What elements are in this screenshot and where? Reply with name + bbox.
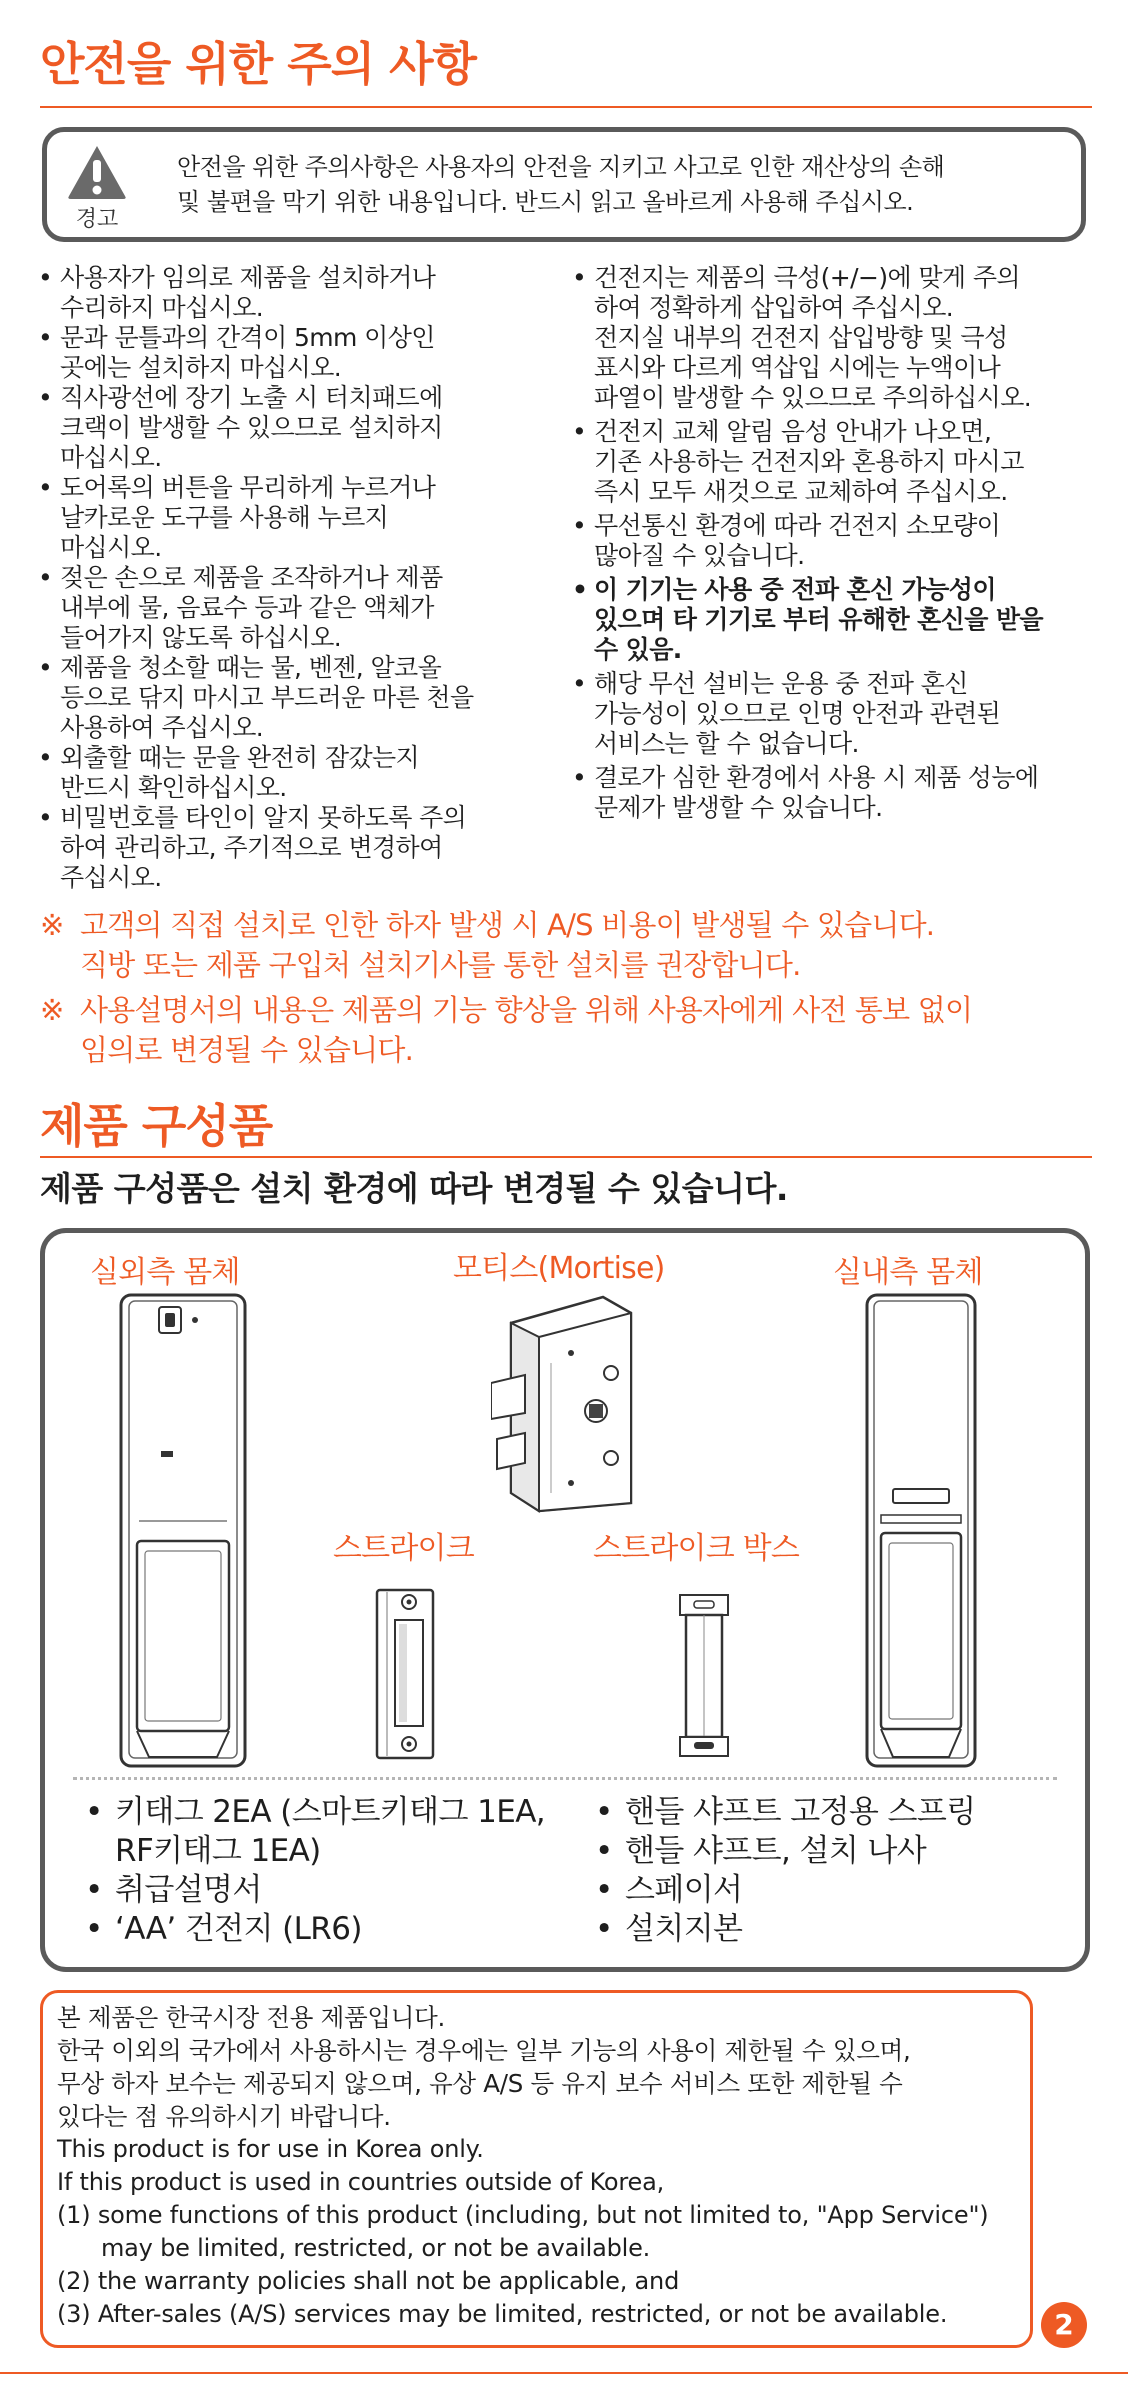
list-item: • 건전지 교체 알림 음성 안내가 나오면, 기존 사용하는 건전지와 혼용하지 마시고 즉시 모두 새것으로 교체하여 주십시오. <box>572 417 1102 507</box>
components-divider <box>73 1777 1057 1780</box>
components-list-left <box>85 1793 545 1949</box>
bottom-rule <box>0 2372 1128 2374</box>
korea-only-notice <box>40 1990 1033 2348</box>
safety-title: 안전을 위한 주의 사항 <box>40 37 476 91</box>
list-item: • 무선통신 환경에 따라 건전지 소모량이 많아질 수 있습니다. <box>572 511 1102 571</box>
list-item: • 젖은 손으로 제품을 조작하거나 제품 내부에 물, 음료수 등과 같은 액체가 들어가지 않도록 하십시오. <box>38 563 558 653</box>
list-item: • 핸들 샤프트 고정용 스프링 <box>595 1793 976 1832</box>
list-item: • 사용자가 임의로 제품을 설치하거나 수리하지 마십시오. <box>38 263 558 323</box>
components-list-right <box>595 1793 976 1949</box>
list-item: • 건전지는 제품의 극성(+/−)에 맞게 주의 하여 정확하게 삽입하여 주십시오. 전지실 내부의 건전지 삽입방향 및 극성 표시와 다르게 역삽입 시에는 누액이나 파열이 발생할 수 있으므로 주의하십시오. <box>572 263 1102 413</box>
warning-icon <box>67 144 127 234</box>
warning-caption: 경고 <box>75 207 119 232</box>
components-box <box>40 1228 1090 1972</box>
list-item: • 외출할 때는 문을 완전히 잠갔는지 반드시 확인하십시오. <box>38 743 558 803</box>
list-item: • 핸들 샤프트, 설치 나사 <box>595 1832 976 1871</box>
page-number: 2 <box>1041 2302 1087 2348</box>
mortise-image <box>491 1293 641 1517</box>
list-item: • 도어록의 버튼을 무리하게 누르거나 날카로운 도구를 사용해 누르지 마십시오. <box>38 473 558 563</box>
strike-image <box>375 1588 435 1764</box>
indoor-body-image <box>865 1293 977 1772</box>
notice-line: 본 제품은 한국시장 전용 제품입니다. <box>57 2003 445 2032</box>
components-rule <box>40 1156 1092 1158</box>
warning-text: 안전을 위한 주의사항은 사용자의 안전을 지키고 사고로 인한 재산상의 손해 및 불편을 막기 위한 내용입니다. 반드시 읽고 올바르게 사용해 주십시오. <box>177 153 945 216</box>
list-item: • 직사광선에 장기 노출 시 터치패드에 크랙이 발생할 수 있으므로 설치하지 마십시오. <box>38 383 558 473</box>
list-item: • 취급설명서 <box>85 1871 545 1910</box>
strike-box-image <box>678 1593 730 1762</box>
notice-installation <box>40 905 1100 985</box>
list-item: • 키태그 2EA (스마트키태그 1EA, RF키태그 1EA) <box>85 1793 545 1871</box>
list-item: • ‘AA’ 건전지 (LR6) <box>85 1910 545 1949</box>
notice-text: 고객의 직접 설치로 인한 하자 발생 시 A/S 비용이 발생될 수 있습니다. 직방 또는 제품 구입처 설치기사를 통한 설치를 권장합니다. <box>80 908 935 982</box>
warning-box <box>42 127 1086 242</box>
safety-list-left <box>38 263 558 893</box>
notice-line: 한국 이외의 국가에서 사용하시는 경우에는 일부 기능의 사용이 제한될 수 있으며, 무상 하자 보수는 제공되지 않으며, 유상 A/S 등 유지 보수 서비스 또한 제한될 수 있다는 점 유의하시기 바랍니다. <box>57 2036 911 2131</box>
label-indoor-body: 실내측 몸체 <box>833 1255 983 1290</box>
list-item: • 비밀번호를 타인이 알지 못하도록 주의 하여 관리하고, 주기적으로 변경하여 주십시오. <box>38 803 558 893</box>
label-outdoor-body: 실외측 몸체 <box>90 1255 240 1290</box>
notice-line-en: This product is for use in Korea only. <box>57 2135 484 2163</box>
list-item: • 설치지본 <box>595 1910 976 1949</box>
safety-list-right <box>572 263 1102 823</box>
components-subtitle: 제품 구성품은 설치 환경에 따라 변경될 수 있습니다. <box>40 1169 788 1208</box>
list-item: • 문과 문틀과의 간격이 5mm 이상인 곳에는 설치하지 마십시오. <box>38 323 558 383</box>
notice-text: 사용설명서의 내용은 제품의 기능 향상을 위해 사용자에게 사전 통보 없이 임의로 변경될 수 있습니다. <box>80 993 973 1067</box>
list-item: • 제품을 청소할 때는 물, 벤젠, 알코올 등으로 닦지 마시고 부드러운 마른 천을 사용하여 주십시오. <box>38 653 558 743</box>
notice-mark: ※ <box>40 908 64 942</box>
title-rule <box>40 106 1092 108</box>
list-item: • 결로가 심한 환경에서 사용 시 제품 성능에 문제가 발생할 수 있습니다. <box>572 763 1102 823</box>
components-title: 제품 구성품 <box>40 1099 273 1153</box>
notice-line-en: (1) some functions of this product (including, but not limited to, "App Service") may be limited, restricted, or not be available. <box>57 2201 989 2262</box>
list-item: • 해당 무선 설비는 운용 중 전파 혼신 가능성이 있으므로 인명 안전과 관련된 서비스는 할 수 없습니다. <box>572 669 1102 759</box>
list-item: • 스페이서 <box>595 1871 976 1910</box>
list-item-emphasis: • 이 기기는 사용 중 전파 혼신 가능성이 있으며 타 기기로 부터 유해한 혼신을 받을 수 있음. <box>572 575 1102 665</box>
notice-line-en: (2) the warranty policies shall not be applicable, and <box>57 2267 680 2295</box>
label-strike-box: 스트라이크 박스 <box>593 1531 799 1566</box>
label-strike: 스트라이크 <box>333 1531 474 1566</box>
label-mortise: 모티스(Mortise) <box>453 1251 665 1286</box>
notice-line-en: (3) After-sales (A/S) services may be limited, restricted, or not be available. <box>57 2300 948 2328</box>
notice-line-en: If this product is used in countries outside of Korea, <box>57 2168 665 2196</box>
outdoor-body-image <box>119 1293 247 1772</box>
notice-mark: ※ <box>40 993 64 1027</box>
notice-manual-change <box>40 990 1100 1070</box>
